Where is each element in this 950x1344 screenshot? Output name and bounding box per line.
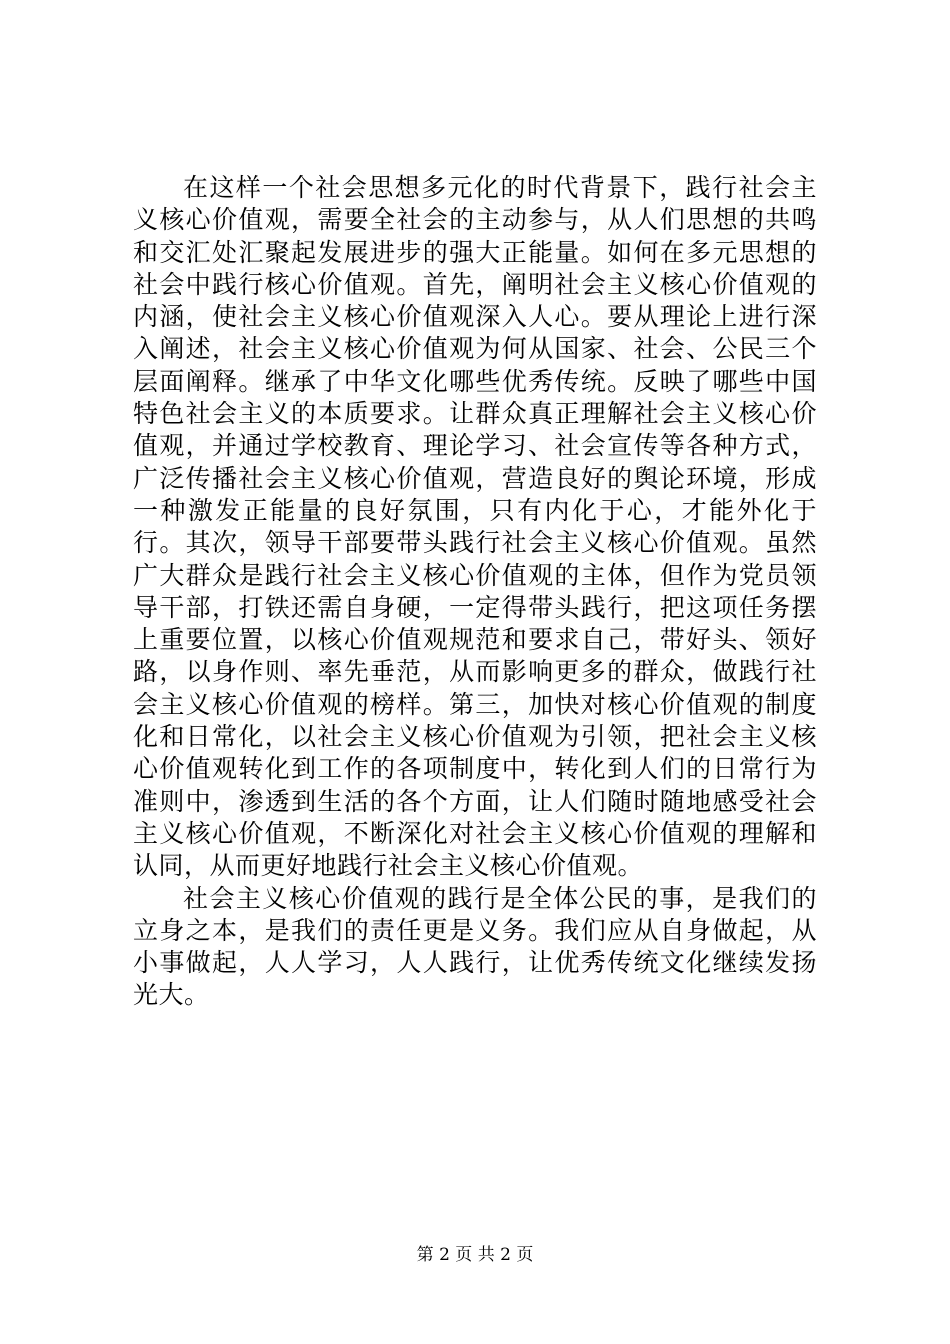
body-text <box>133 172 817 1012</box>
page-footer <box>0 1243 950 1267</box>
page-number-label: 第 2 页 共 2 页 <box>416 1245 534 1265</box>
paragraph-1: 在这样一个社会思想多元化的时代背景下，践行社会主义核心价值观，需要全社会的主动参与，从人们思想的共鸣和交汇处汇聚起发展进步的强大正能量。如何在多元思想的社会中践行核心价值观。首先，阐明社会主义核心价值观的内涵，使社会主义核心价值观深入人心。要从理论上进行深入阐述，社会主义核心价值观为何从国家、社会、公民三个层面阐释。继承了中华文化哪些优秀传统。反映了哪些中国特色社会主义的本质要求。让群众真正理解社会主义核心价值观，并通过学校教育、理论学习、社会宣传等各种方式，广泛传播社会主义核心价值观，营造良好的舆论环境，形成一种激发正能量的良好氛围，只有内化于心，才能外化于行。其次，领导干部要带头践行社会主义核心价值观。虽然广大群众是践行社会主义核心价值观的主体，但作为党员领导干部，打铁还需自身硬，一定得带头践行，把这项任务摆上重要位置，以核心价值观规范和要求自己，带好头、领好路，以身作则、率先垂范，从而影响更多的群众，做践行社会主义核心价值观的榜样。第三，加快对核心价值观的制度化和日常化，以社会主义核心价值观为引领，把社会主义核心价值观转化到工作的各项制度中，转化到人们的日常行为准则中，渗透到生活的各个方面，让人们随时随地感受社会主义核心价值观，不断深化对社会主义核心价值观的理解和认同，从而更好地践行社会主义核心价值观。 <box>133 173 817 881</box>
paragraph-2: 社会主义核心价值观的践行是全体公民的事，是我们的立身之本，是我们的责任更是义务。我们应从自身做起，从小事做起，人人学习，人人践行，让优秀传统文化继续发扬光大。 <box>133 883 817 1010</box>
